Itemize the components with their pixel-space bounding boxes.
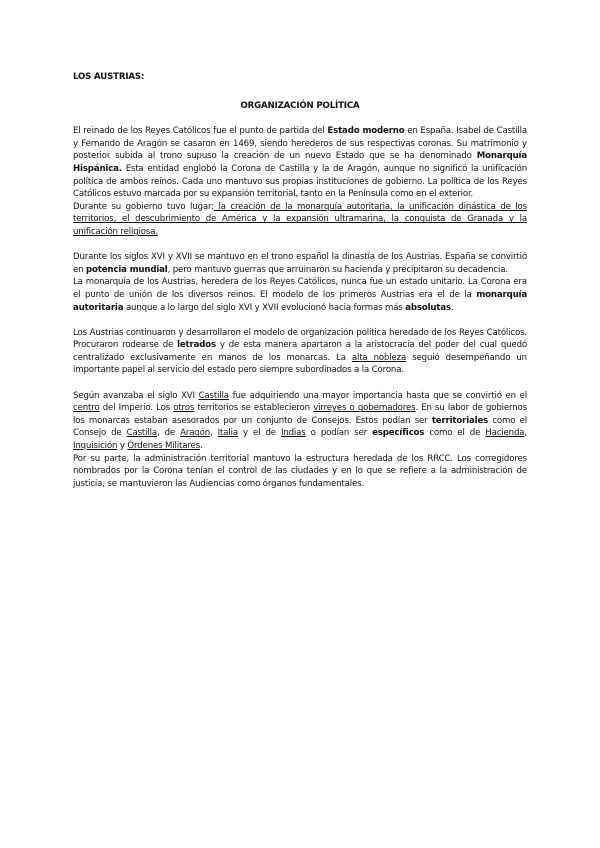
paragraph-7: Por su parte, la administración territorial mantuvo la estructura heredada de los RRCC. Los corregidores nombrados por la Corona tenían el control de las ciudades y en lo que se refiere a la administración de justicia, se mantuvieron las Audiencias como órganos fundamentales. [73,453,527,489]
bold-absolutas: absolutas [405,302,451,313]
bold-letrados: letrados [177,340,216,351]
underlined-hacienda: Hacienda [485,428,525,439]
bold-especificos: específicos [372,428,425,439]
bold-potencia-mundial: potencia mundial [86,264,168,275]
underlined-events-list: la creación de la monarquía autoritaria, la unificación dinástica de los territorios, el descubrimiento de América y la expansión ultramarina, la conquista de Granada y la unificación religiosa. [73,201,527,237]
section-heading: LOS AUSTRIAS: [73,72,145,82]
underlined-aragon: Aragón [180,428,211,439]
paragraph-4: La monarquía de los Austrias, heredera de los Reyes Católicos, nunca fue un estado unitario. La Corona era el punto de unión de los diversos reinos. El modelo de los primeros Austrias era el de la monarquía autoritaria aunque a lo largo del siglo XVI y XVII evolucionó hacia formas más absolutas. [73,277,527,313]
bold-monarquia-autoritaria: monarquía autoritaria [73,289,527,313]
bold-monarquia-hispanica: Monarquía Hispánica. [73,151,527,174]
bold-territoriales: territoriales [431,415,489,426]
underlined-italia: Italia [217,428,238,439]
underlined-otros: otros [173,403,195,414]
document-title: ORGANIZACIÓN POLÍTICA [240,100,360,111]
paragraph-6: Según avanzaba el siglo XVI Castilla fue adquiriendo una mayor importancia hasta que se convirtió en el centro del Imperio. Los otros territorios se establecieron virreyes o gobernadores. En su labor de gobiernos los monarcas estaban asesorados por un conjunto de Consejos. Estos podían ser territoriales como el Consejo de Castilla, de Aragón, Italia y el de Indias o podían ser específicos como el de Hacienda, Inquisición y Órdenes Militares. [73,390,527,452]
paragraph-5: Los Austrias continuaron y desarrollaron el modelo de organización política heredado de los Reyes Católicos. Procuraron rodearse de letrados y de esta manera apartaron a la aristocracia del poder del cual quedó centralizado exclusivamente en manos de los monarcas. La alta nobleza seguió desempeñando un importante papel al servicio del estado pero siempre subordinados a la Corona. [73,327,527,376]
document-body [73,71,527,490]
paragraph-1: El reinado de los Reyes Católicos fue el punto de partida del Estado moderno en España. Isabel de Castilla y Fernando de Aragón se casaron en 1469, siendo herederos de sus respectivas coronas. Su matrimonio y posterior subida al trono supuso la creación de un nuevo Estado que se ha denominado Monarquía Hispánica. Esta entidad englobó la Corona de Castilla y la de Aragón, aunque no significó la unificación política de ambos reinos. Cada uno mantuvo sus propias instituciones de gobierno. La política de los Reyes Católicos estuvo marcada por su expansión territorial, tanto en la Península como en el exterior. [73,126,527,200]
underlined-inquisicion: Inquisición [73,441,118,452]
underlined-indias: Indias [280,428,306,439]
underlined-castilla-consejo: Castilla [126,428,157,439]
underlined-centro: centro [73,403,100,414]
underlined-alta-nobleza: alta nobleza [351,352,407,363]
underlined-castilla: Castilla [198,390,229,401]
paragraph-3: Durante los siglos XVI y XVII se mantuvo en el trono español la dinastía de los Austrias. España se convirtió en potencia mundial, pero mantuvo guerras que arruinaron su hacienda y precipitaron su decadencia. [73,252,527,275]
underlined-ordenes-militares: Órdenes Militares [127,441,201,452]
underlined-virreyes: virreyes o gobernadores [313,403,416,414]
bold-estado-moderno: Estado moderno [327,126,405,137]
paragraph-2: Durante su gobierno tuvo lugar: la creación de la monarquía autoritaria, la unificación dinástica de los territorios, el descubrimiento de América y la expansión ultramarina, la conquista de Granada y la unificación religiosa. [73,201,527,237]
